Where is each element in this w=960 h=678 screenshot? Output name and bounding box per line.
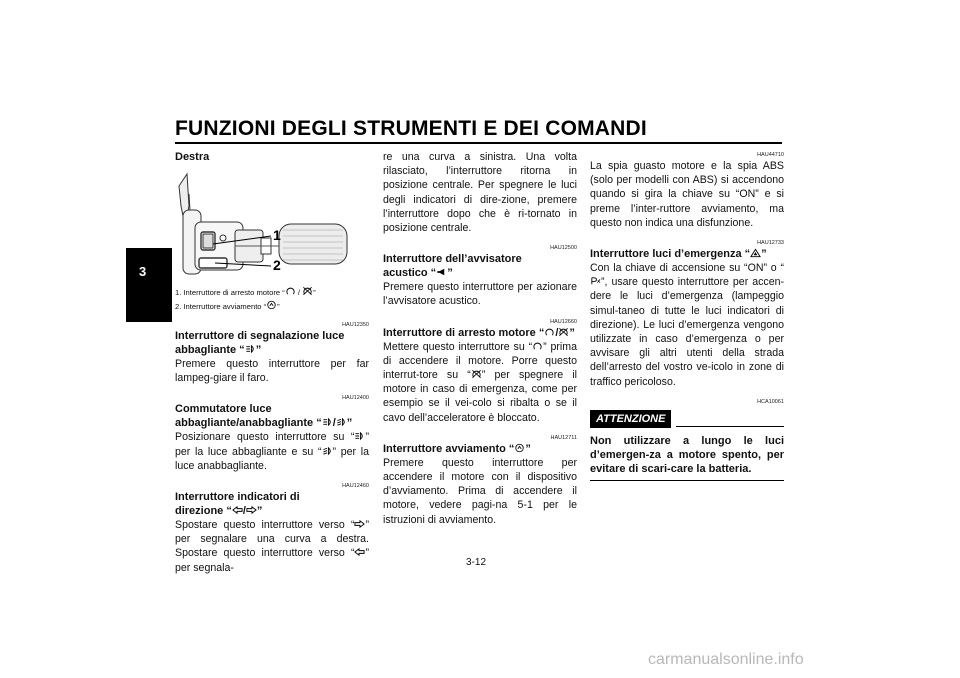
column-3 — [590, 150, 784, 481]
reference-code: HAU44710 — [757, 152, 784, 158]
turn-left-icon — [354, 547, 365, 557]
reference-code: HAU12733 — [757, 240, 784, 247]
turn-right-icon — [246, 505, 257, 515]
page-number: 3-12 — [466, 557, 487, 568]
section-heading: Destra — [175, 151, 210, 163]
engine-run-icon — [285, 286, 296, 296]
column-2 — [383, 150, 577, 527]
high-beam-icon — [354, 431, 365, 441]
paragraph: Premere questo interruttore per azionare l’avvisatore acustico. — [383, 281, 577, 308]
paragraph: La spia guasto motore e la spia ABS (solo per modelli con ABS) si accendono quando si gira la chiave su “ON” e si preme l’inter-ruttore avviamento, ma questo non indica una disfunzione. — [590, 160, 784, 229]
low-beam-icon — [336, 417, 347, 427]
turn-left-icon — [232, 505, 243, 515]
reference-code: HAU12711 — [550, 434, 577, 441]
paragraph: Mettere questo interruttore su “ ” prima di accendere il motore. Porre questo interrut-tore su “ ” per spegnere il motore in caso di emergenza, come per esempio se il vei-colo si ribalta o se il cavo dell’acceleratore è bloccato. — [383, 340, 578, 424]
paragraph: Con la chiave di accensione su “ON” o “”, usare questo interruttore per accen-dere le luci d’emergenza (lampeggio simul-taneo di tutte le luci indicatori di direzione). Le luci d’emergenza vengono utilizzate in caso d’emergenza o per avvisare gli altri utenti della strada dell’arresto del vostro ve-icolo in zone di traffico pericoloso. — [590, 262, 784, 388]
low-beam-icon — [322, 446, 333, 456]
section-tab — [126, 248, 172, 322]
reference-code: HAU12460 — [342, 483, 369, 490]
reference-code: HAU12500 — [550, 245, 577, 252]
caution-rule — [676, 426, 784, 427]
reference-code: HCA10061 — [757, 398, 784, 405]
paragraph: Premere questo interruttore per accendere il motore con il dispositivo d’avviamento. Prima di accendere il motore, vedere pagi-na 5-1 per le istruzioni di avviamento. — [383, 456, 577, 526]
subsection-title-start-switch: Interruttore avviamento “ ” — [383, 442, 531, 455]
caution-bottom-rule — [590, 480, 784, 482]
callout-1: 1 — [273, 227, 281, 243]
parking-key-icon — [590, 276, 601, 286]
subsection-title-engine-stop-switch: Interruttore di arresto motore “ / ” — [383, 326, 575, 339]
subsection-title-pass-switch: Interruttore di segnalazione luce abbagliante “ ” — [175, 330, 345, 356]
reference-code: HAU12660 — [550, 318, 577, 325]
header-rule — [175, 142, 782, 144]
caution-banner — [590, 410, 784, 428]
high-beam-icon — [245, 344, 256, 354]
subsection-title-dimmer-switch: Commutatore luce abbagliante/anabbagliante “ / ” — [175, 403, 353, 430]
turn-right-icon — [354, 519, 365, 529]
paragraph: Posizionare questo interruttore su “ ” per la luce abbagliante e su “ ” per la luce anabbagliante. — [175, 431, 369, 472]
figure-caption-1: 1. Interruttore di arresto motore “ / ” — [175, 288, 316, 297]
engine-stop-icon — [471, 369, 482, 379]
reference-code: HAU12400 — [342, 395, 369, 402]
handlebar-illustration — [175, 166, 369, 284]
caution-label: ATTENZIONE — [590, 410, 671, 428]
column-1 — [175, 150, 369, 575]
engine-stop-icon — [302, 286, 313, 296]
subsection-title-hazard-switch: Interruttore luci d’emergenza “ ” — [590, 248, 767, 261]
hazard-icon — [750, 248, 761, 258]
handlebar-switch-figure — [175, 166, 369, 284]
paragraph: Spostare questo interruttore verso “ ” per segnalare una curva a destra. Spostare questo interruttore verso “ ” per segnala- — [175, 519, 369, 574]
figure-caption-2: 2. Interruttore avviamento “ ” — [175, 302, 280, 311]
page-title: FUNZIONI DEGLI STRUMENTI E DEI COMANDI — [175, 117, 647, 140]
engine-run-icon — [532, 341, 543, 351]
engine-stop-icon — [558, 327, 569, 337]
reference-code: HAU12350 — [342, 322, 369, 328]
engine-run-icon — [544, 327, 555, 337]
caution-text: Non utilizzare a lungo le luci d’emergen-za a motore spento, per evitare di scari-care la batteria. — [590, 434, 784, 475]
high-beam-icon — [322, 417, 333, 427]
subsection-title-horn-switch: Interruttore dell’avvisatore acustico “ ” — [383, 253, 522, 280]
start-switch-icon — [266, 300, 277, 310]
start-switch-icon — [514, 443, 525, 453]
paragraph: Premere questo interruttore per far lampeg-giare il faro. — [175, 358, 369, 385]
section-tab-number: 3 — [139, 264, 147, 279]
horn-icon — [436, 267, 447, 277]
watermark: carmanualsonline.info — [648, 651, 804, 668]
callout-2: 2 — [273, 257, 281, 273]
subsection-title-turn-signal-switch: Interruttore indicatori di direzione “ / ” — [175, 491, 300, 518]
paragraph: re una curva a sinistra. Una volta rilasciato, l’interruttore ritorna in posizione centrale. Per spegnere le luci degli indicatori di dire-zione, premere l’interruttore dopo che è ri-tornato in posizione centrale. — [383, 151, 577, 235]
